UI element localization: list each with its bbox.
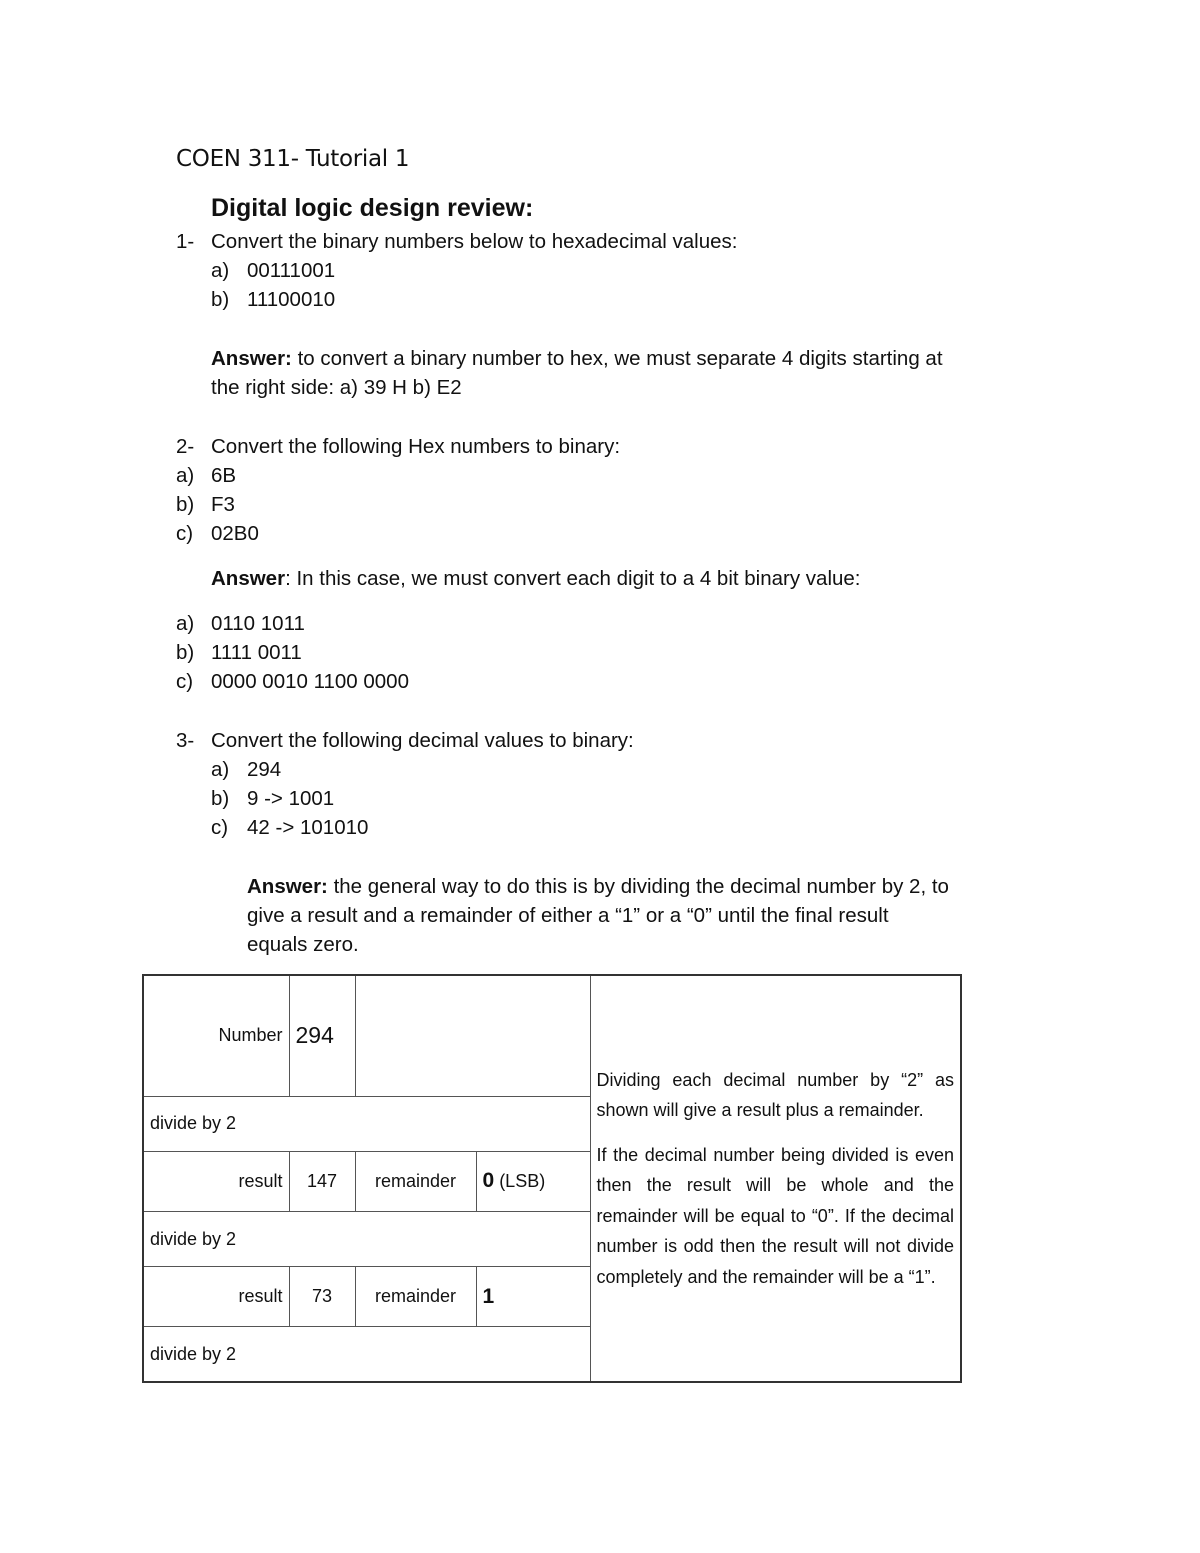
q3-item-label: c) xyxy=(211,816,229,839)
q2-answer-label: c) xyxy=(176,670,194,693)
course-title: COEN 311- Tutorial 1 xyxy=(176,146,410,172)
description-cell xyxy=(590,975,961,1382)
result-label: result xyxy=(143,1151,289,1211)
remainder-value: 1 xyxy=(482,1284,495,1308)
q2-answer-label: b) xyxy=(176,641,195,664)
q2-answer-value: 1111 0011 xyxy=(211,641,302,664)
description-paragraph: If the decimal number being divided is even then the result will be whole and the remainder will be equal to “0”. If the decimal number is odd then the result will not divide completely and the remainder will be a “1”. xyxy=(596,1144,954,1287)
answer-text: the general way to do this is by dividing the decimal number by 2, to xyxy=(327,875,949,898)
q2-item-label: c) xyxy=(176,522,194,545)
q1-item-label: a) xyxy=(211,259,230,282)
answer-label: Answer xyxy=(211,567,286,590)
q2-item-value: 02B0 xyxy=(211,522,259,545)
q1-answer-line2: the right side: a) 39 H b) E2 xyxy=(211,376,462,399)
result-value: 73 xyxy=(289,1267,355,1327)
q2-answer-value: 0110 1011 xyxy=(211,612,305,635)
q1-answer xyxy=(211,344,943,374)
q2-item-value: F3 xyxy=(211,493,235,516)
number-label: Number xyxy=(143,975,289,1096)
divide-label: divide by 2 xyxy=(143,1327,590,1382)
q3-item-value: 294 xyxy=(247,758,282,781)
table-row xyxy=(143,975,961,1096)
remainder-cell xyxy=(476,1267,590,1327)
section-heading: Digital logic design review: xyxy=(211,194,534,222)
divide-label: divide by 2 xyxy=(143,1212,590,1267)
q2-item-label: a) xyxy=(176,464,195,487)
empty-cell xyxy=(355,975,590,1096)
question-2-prompt: Convert the following Hex numbers to binary: xyxy=(211,435,621,458)
result-label: result xyxy=(143,1267,289,1327)
q1-item-value: 00111001 xyxy=(247,259,336,282)
remainder-cell xyxy=(476,1151,590,1211)
description-paragraph: Dividing each decimal number by “2” as shown will give a result plus a remainder. xyxy=(596,1069,954,1121)
q3-item-label: a) xyxy=(211,758,230,781)
remainder-value: 0 xyxy=(482,1169,495,1193)
remainder-label: remainder xyxy=(355,1267,476,1327)
question-2-number: 2- xyxy=(176,435,195,458)
q2-answer-label: a) xyxy=(176,612,195,635)
division-table xyxy=(142,974,962,1383)
q3-item-value: 42 -> 101010 xyxy=(247,816,369,839)
remainder-note: (LSB) xyxy=(494,1171,546,1192)
number-value: 294 xyxy=(289,975,355,1096)
q1-item-value: 11100010 xyxy=(247,288,336,311)
result-value: 147 xyxy=(289,1151,355,1211)
q2-answer xyxy=(211,564,861,594)
divide-label: divide by 2 xyxy=(143,1096,590,1151)
answer-label: Answer: xyxy=(247,875,328,898)
question-1-prompt: Convert the binary numbers below to hexadecimal values: xyxy=(211,230,738,253)
q2-item-value: 6B xyxy=(211,464,237,487)
answer-text: : In this case, we must convert each digit to a 4 bit binary value: xyxy=(285,567,861,590)
answer-label: Answer: xyxy=(211,347,292,370)
q1-item-label: b) xyxy=(211,288,230,311)
remainder-label: remainder xyxy=(355,1151,476,1211)
answer-text: to convert a binary number to hex, we must separate 4 digits starting at xyxy=(291,347,943,370)
q2-answer-value: 0000 0010 1100 0000 xyxy=(211,670,409,693)
q2-item-label: b) xyxy=(176,493,195,516)
q3-item-value: 9 -> 1001 xyxy=(247,787,335,810)
question-3-prompt: Convert the following decimal values to binary: xyxy=(211,729,634,752)
question-3-number: 3- xyxy=(176,729,195,752)
question-1-number: 1- xyxy=(176,230,195,253)
q3-answer xyxy=(247,872,949,902)
q3-answer-line3: equals zero. xyxy=(247,933,359,956)
q3-answer-line2: give a result and a remainder of either a “1” or a “0” until the final result xyxy=(247,904,889,927)
q3-item-label: b) xyxy=(211,787,230,810)
